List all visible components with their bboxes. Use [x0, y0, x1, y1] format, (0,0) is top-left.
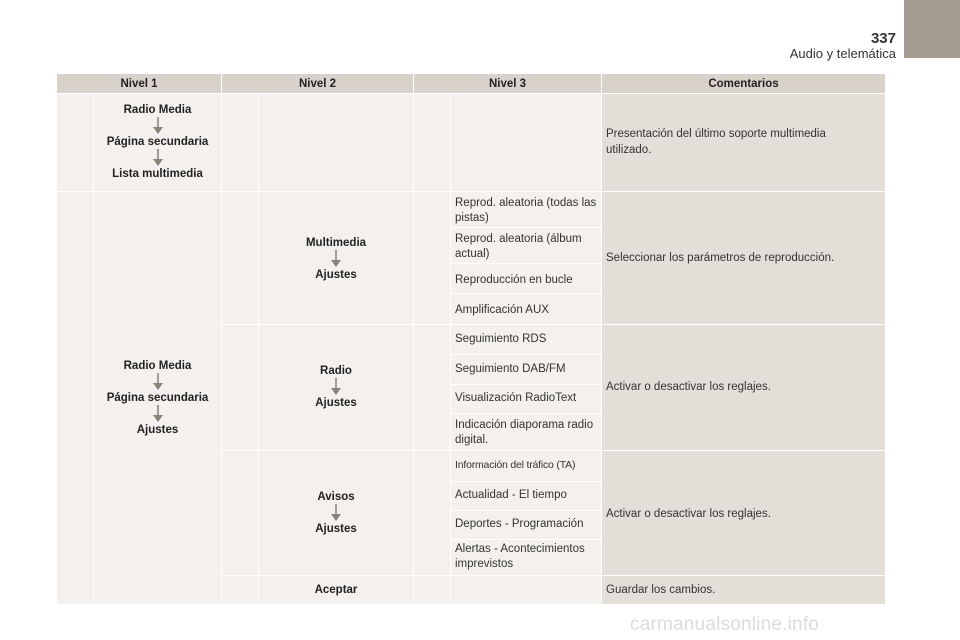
section-title: Audio y telemática — [789, 46, 896, 61]
row1-level3-cell — [451, 94, 601, 191]
down-arrow-icon — [152, 149, 164, 167]
avisos-level2-path — [259, 490, 413, 536]
page-corner-tab — [904, 0, 960, 58]
path-item: Página secundaria — [106, 392, 209, 404]
group-level1-path — [94, 359, 221, 437]
l3-item: Alertas - Acontecimientos imprevistos — [455, 543, 585, 570]
mm-spacer — [222, 192, 258, 324]
l3-item: Seguimiento DAB/FM — [455, 363, 566, 375]
divider — [451, 481, 601, 482]
aceptar-comment: Guardar los cambios. — [606, 584, 716, 596]
path-item: Lista multimedia — [112, 168, 203, 180]
l3-item: Reprod. aleatoria (todas las pistas) — [455, 197, 597, 224]
down-arrow-icon — [330, 250, 342, 268]
row1-level2-cell — [259, 94, 413, 191]
down-arrow-icon — [152, 117, 164, 135]
radio-spacer-3 — [414, 325, 450, 450]
l3-item: Amplificación AUX — [455, 304, 549, 316]
aceptar-level3-cell — [451, 576, 601, 604]
down-arrow-icon — [330, 504, 342, 522]
row1-spacer-1 — [57, 94, 93, 191]
divider — [451, 384, 601, 385]
l3-item: Indicación diaporama radio digital. — [455, 419, 594, 446]
row1-spacer-3 — [414, 94, 450, 191]
aceptar-spacer-3 — [414, 576, 450, 604]
row1-comment: Presentación del último soporte multimedia utilizado. — [606, 128, 826, 156]
radio-spacer — [222, 325, 258, 450]
page-number: 337 — [870, 30, 896, 47]
path-item: Página secundaria — [106, 136, 209, 148]
l3-item: Deportes - Programación — [455, 518, 584, 530]
path-item: Ajustes — [315, 269, 357, 281]
aceptar-label: Aceptar — [314, 584, 358, 596]
menu-table — [57, 74, 885, 604]
avisos-spacer-3 — [414, 451, 450, 575]
header-nivel-1: Nivel 1 — [57, 74, 221, 93]
divider — [451, 293, 601, 294]
row1-spacer-2 — [222, 94, 258, 191]
avisos-comment: Activar o desactivar los reglajes. — [606, 508, 771, 520]
mm-level2-path — [259, 236, 413, 282]
mm-comment: Seleccionar los parámetros de reproducción. — [606, 252, 835, 264]
path-item: Radio Media — [123, 360, 192, 372]
path-item: Multimedia — [305, 237, 367, 249]
l3-item: Visualización RadioText — [455, 392, 577, 404]
divider — [451, 539, 601, 540]
down-arrow-icon — [330, 378, 342, 396]
path-item: Ajustes — [315, 523, 357, 535]
l3-item: Reprod. aleatoria (álbum actual) — [455, 233, 582, 260]
group-spacer-1 — [57, 192, 93, 604]
radio-level2-path — [259, 364, 413, 410]
row1-level1-path — [94, 103, 221, 181]
header-comentarios: Comentarios — [602, 74, 885, 93]
l3-item: Reproducción en bucle — [455, 274, 573, 286]
path-item: Ajustes — [136, 424, 179, 436]
path-item: Ajustes — [315, 397, 357, 409]
l3-item: Información del tráfico (TA) — [455, 459, 576, 471]
aceptar-spacer — [222, 576, 258, 604]
header-nivel-3: Nivel 3 — [414, 74, 601, 93]
path-item: Radio Media — [123, 104, 192, 116]
divider — [451, 354, 601, 355]
divider — [451, 263, 601, 264]
watermark: carmanualsonline.info — [630, 614, 820, 635]
down-arrow-icon — [152, 405, 164, 423]
header-nivel-2: Nivel 2 — [222, 74, 413, 93]
l3-item: Actualidad - El tiempo — [455, 489, 567, 501]
radio-comment: Activar o desactivar los reglajes. — [606, 381, 771, 393]
l3-item: Seguimiento RDS — [455, 333, 547, 345]
divider — [451, 510, 601, 511]
divider — [451, 413, 601, 414]
down-arrow-icon — [152, 373, 164, 391]
mm-spacer-3 — [414, 192, 450, 324]
path-item: Avisos — [317, 491, 355, 503]
avisos-spacer — [222, 451, 258, 575]
path-item: Radio — [320, 365, 352, 377]
divider — [451, 227, 601, 228]
